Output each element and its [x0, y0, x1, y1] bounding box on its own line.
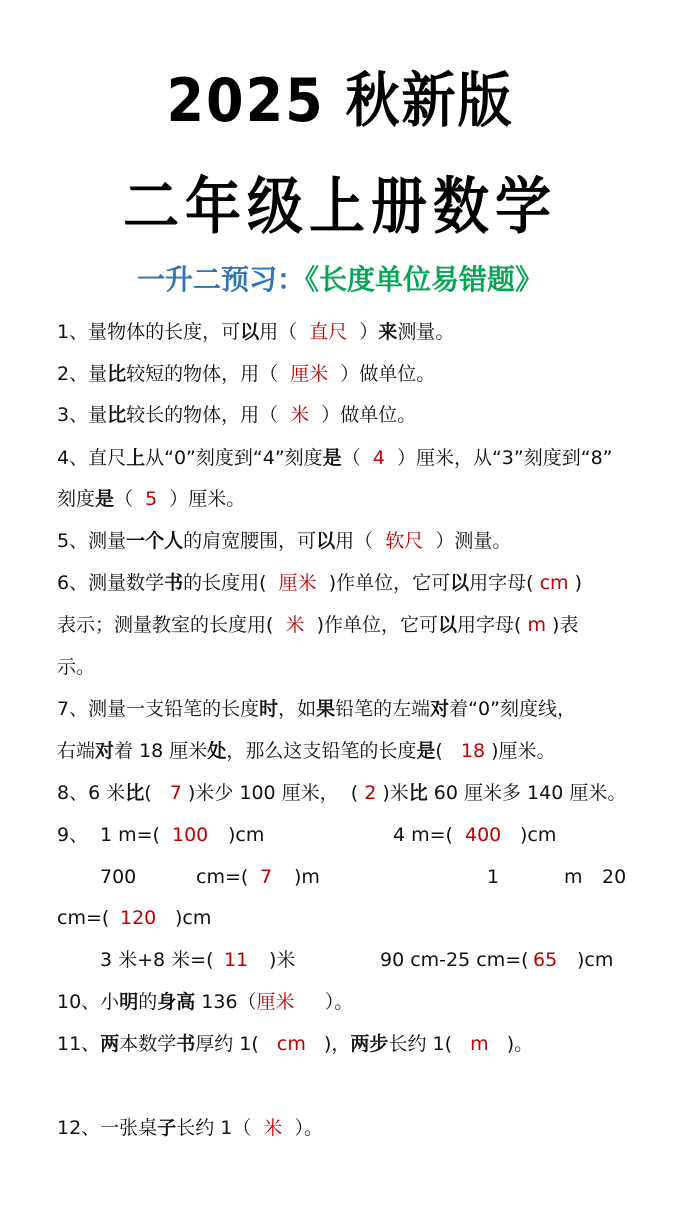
q9-answer: 65: [533, 949, 558, 971]
question-line: [57, 613, 578, 637]
q9-answer: 100: [172, 824, 209, 846]
question-text: 用（: [335, 530, 386, 552]
answer-text: 厘米: [278, 572, 317, 594]
answer-text: 直尺: [303, 321, 354, 343]
question-text: 时: [259, 698, 279, 720]
answer-text: 2: [364, 782, 377, 804]
question-text: 长约 1（: [176, 1117, 264, 1139]
question-text: 以: [450, 572, 470, 594]
question-text: ）。: [282, 1117, 324, 1139]
answer-text: 厘米: [284, 363, 335, 385]
question-text: ，如: [278, 698, 317, 720]
answer-text: 米: [263, 1117, 283, 1139]
q9-text: )米: [269, 949, 296, 971]
question-line: [57, 1032, 533, 1056]
q9-text: )cm: [175, 907, 212, 929]
answer-text: 18: [460, 740, 486, 762]
question-text: 11、: [57, 1033, 101, 1055]
q9-answer: 120: [120, 907, 157, 929]
question-line: [57, 362, 435, 386]
q9-text: 20: [602, 866, 627, 888]
question-text: 的肩宽腰围，可: [183, 530, 317, 552]
question-line: [57, 739, 556, 763]
q9-text: cm=(: [196, 866, 249, 888]
question-text: 12、一张桌: [57, 1117, 158, 1139]
question-text: 1、量物体的长度，可: [57, 321, 241, 343]
question-text: 4、直尺: [57, 447, 127, 469]
question-text: 着“0”刻度线，: [449, 698, 576, 720]
question-text: (: [435, 740, 461, 762]
question-text: )米: [376, 782, 409, 804]
question-text: （: [114, 488, 140, 510]
question-text: ）厘米。: [163, 488, 246, 510]
question-text: 较长的物体，用（: [126, 404, 285, 426]
q9-answer: 400: [465, 824, 502, 846]
question-text: 136（: [195, 991, 257, 1013]
question-text: ）做单位。: [334, 363, 436, 385]
question-text: 较短的物体，用（: [126, 363, 285, 385]
q9-text: )cm: [228, 824, 265, 846]
answer-text: m: [470, 1033, 489, 1055]
question-line: [57, 487, 245, 511]
q9-text: m: [564, 866, 583, 888]
question-text: 比: [107, 363, 127, 385]
question-text: 两步: [350, 1033, 389, 1055]
question-text: 比: [125, 782, 145, 804]
question-text: 用字母(: [469, 572, 540, 594]
question-text: 身高: [157, 991, 196, 1013]
question-text: )米少 100 厘米， (: [181, 782, 365, 804]
q9-text: cm=(: [57, 907, 110, 929]
question-text: ）测量。: [423, 530, 512, 552]
answer-text: m: [527, 614, 546, 636]
answer-text: cm: [539, 572, 569, 594]
question-text: 8、6 米: [57, 782, 126, 804]
question-text: 的: [138, 991, 158, 1013]
question-text: 以: [316, 530, 336, 552]
question-line: [57, 781, 626, 805]
question-text: （: [341, 447, 367, 469]
question-text: 以: [438, 614, 458, 636]
question-text: ）: [353, 321, 379, 343]
question-text: )作单位，它可: [316, 572, 451, 594]
answer-text: 厘米: [256, 991, 295, 1013]
title-line-1: 2025 秋新版: [166, 66, 514, 136]
q9-text: 1 m=(: [100, 824, 160, 846]
question-text: 一个人: [126, 530, 184, 552]
question-text: 是: [95, 488, 115, 510]
question-text: 铅笔的左端: [335, 698, 431, 720]
answer-text: 软尺: [385, 530, 424, 552]
question-text: 两: [100, 1033, 120, 1055]
answer-text: 7: [169, 782, 182, 804]
question-text: ）厘米，从“3”刻度到“8”: [390, 447, 613, 469]
question-text: 上: [126, 447, 146, 469]
question-text: 用字母(: [457, 614, 528, 636]
question-text: 着 18 厘米: [114, 740, 208, 762]
question-text: 厚约 1(: [195, 1033, 277, 1055]
question-text: 5、测量: [57, 530, 127, 552]
question-text: )厘米。: [485, 740, 556, 762]
subtitle-main: 《长度单位易错题》: [305, 263, 544, 296]
question-text: 对: [95, 740, 115, 762]
answer-text: cm: [276, 1033, 306, 1055]
q9-label: 9、: [57, 824, 89, 846]
question-line: [57, 1116, 323, 1140]
q9-text: 90 cm-25 cm=(: [380, 949, 529, 971]
question-text: 比: [408, 782, 428, 804]
q9-text: )cm: [520, 824, 557, 846]
question-text: 以: [240, 321, 260, 343]
question-text: ）做单位。: [315, 404, 417, 426]
question-line: [57, 990, 353, 1014]
answer-text: 4: [366, 447, 391, 469]
question-line: [57, 655, 95, 679]
q9-text: 1: [487, 866, 500, 888]
question-text: 来: [378, 321, 398, 343]
question-text: 明: [119, 991, 139, 1013]
q9-text: 4 m=(: [393, 824, 453, 846]
question-text: 比: [107, 404, 127, 426]
question-line: [57, 571, 582, 595]
question-text: 60 厘米多 140 厘米。: [427, 782, 627, 804]
answer-text: 米: [285, 614, 305, 636]
question-text: 用（: [259, 321, 304, 343]
subtitle: [0, 258, 680, 298]
question-text: 处: [207, 740, 227, 762]
question-text: )作单位，它可: [304, 614, 439, 636]
question-text: 是: [322, 447, 342, 469]
question-text: ）。: [294, 991, 354, 1013]
question-text: 书: [164, 572, 184, 594]
question-line: [57, 446, 613, 470]
q9-text: 3 米+8 米=(: [100, 949, 214, 971]
q9-text: )m: [294, 866, 320, 888]
question-text: 果: [316, 698, 336, 720]
question-text: 2、量: [57, 363, 108, 385]
answer-text: 米: [284, 404, 316, 426]
question-text: )，: [305, 1033, 351, 1055]
q9-answer: 7: [260, 866, 273, 888]
question-text: 3、量: [57, 404, 108, 426]
question-text: ，那么这支铅笔的长度: [226, 740, 417, 762]
question-text: 的长度用(: [183, 572, 279, 594]
question-text: 刻度: [57, 488, 96, 510]
question-text: 书: [176, 1033, 196, 1055]
question-text: 长约 1(: [388, 1033, 471, 1055]
title-line-2: 二年级上册数学: [123, 171, 557, 243]
question-line: [57, 403, 416, 427]
question-text: ): [568, 572, 583, 594]
question-text: 6、测量数学: [57, 572, 165, 594]
question-text: 子: [157, 1117, 177, 1139]
answer-text: 5: [139, 488, 164, 510]
question-line: [57, 697, 576, 721]
q9-text: )cm: [577, 949, 614, 971]
question-line: [57, 529, 511, 553]
question-text: 对: [430, 698, 450, 720]
question-text: 7、测量一支铅笔的长度: [57, 698, 260, 720]
q9-answer: 11: [224, 949, 249, 971]
question-text: 10、小: [57, 991, 120, 1013]
question-text: (: [144, 782, 170, 804]
subtitle-prefix: 一升二预习：: [136, 263, 305, 296]
question-text: 从“0”刻度到“4”刻度: [145, 447, 323, 469]
q9-text: 700: [100, 866, 137, 888]
question-text: 本数学: [119, 1033, 177, 1055]
question-text: 右端: [57, 740, 96, 762]
question-text: )表: [546, 614, 579, 636]
question-line: [57, 320, 454, 344]
question-text: )。: [488, 1033, 534, 1055]
question-text: 是: [416, 740, 436, 762]
question-text: 测量。: [397, 321, 455, 343]
question-text: 表示；测量教室的长度用(: [57, 614, 286, 636]
question-text: 示。: [57, 656, 96, 678]
